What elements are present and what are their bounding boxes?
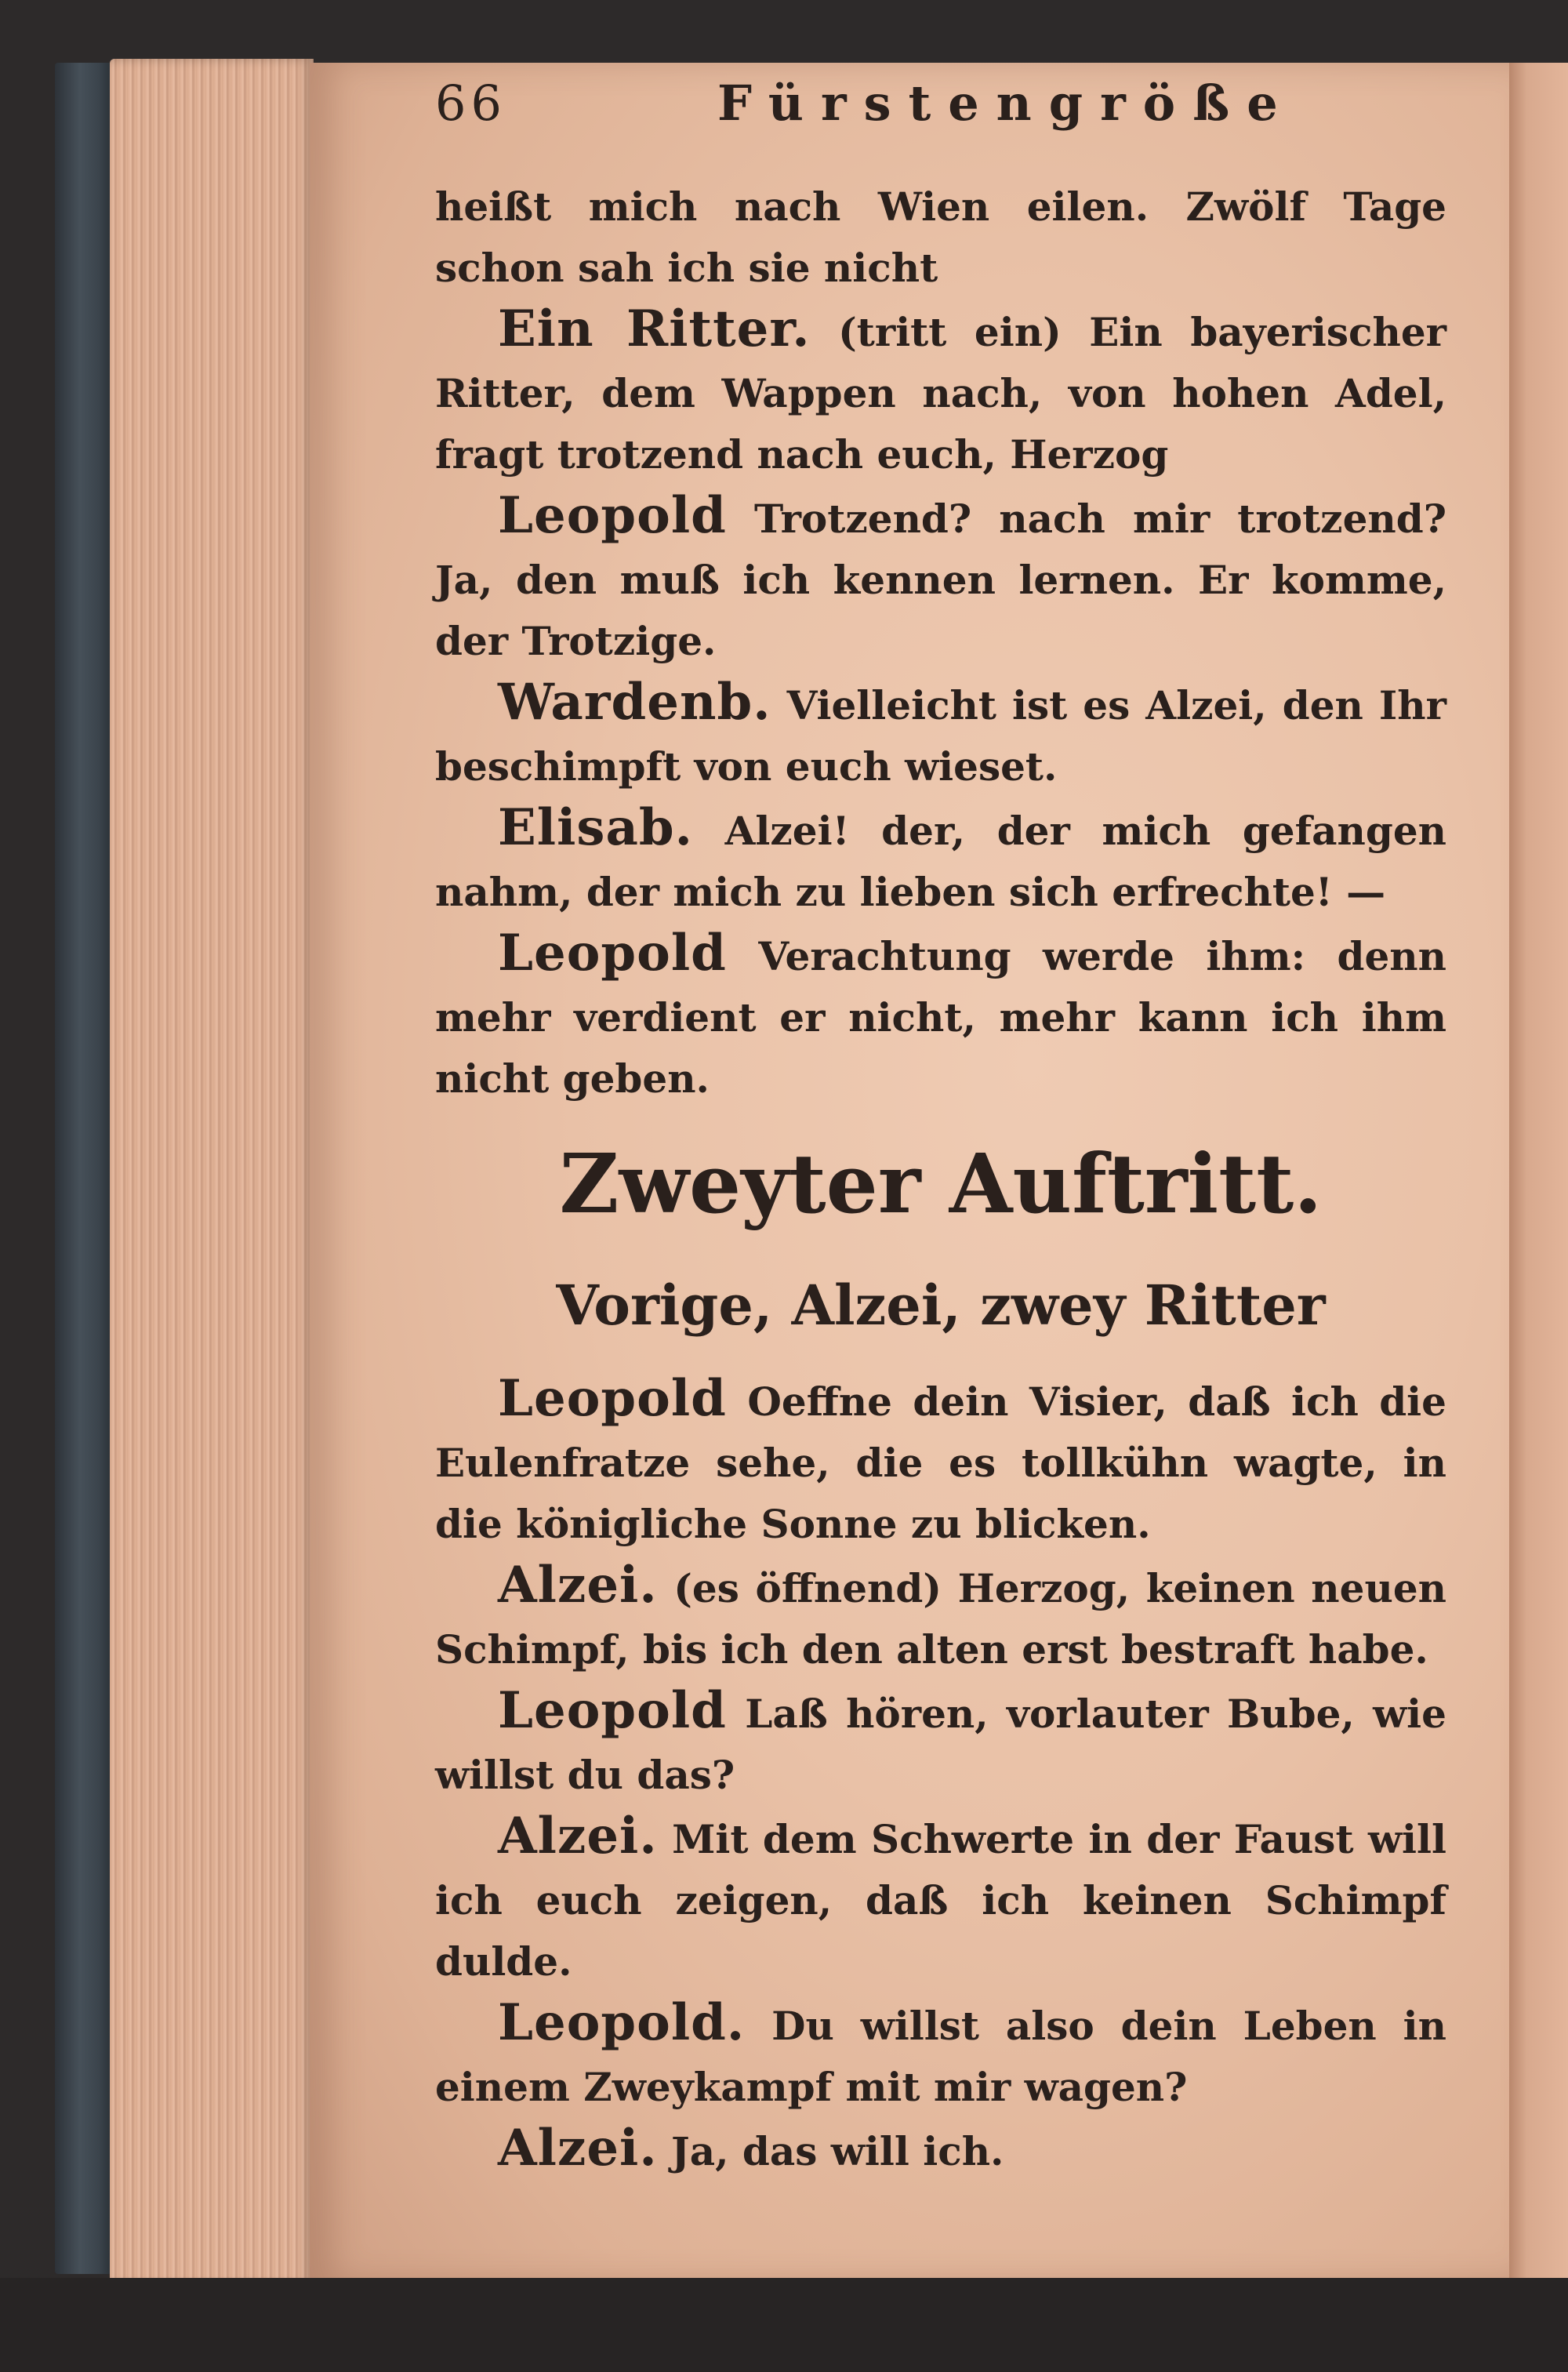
paragraph: Wardenb. Vielleicht ist es Alzei, den Ihr beschimpft von euch wieset. [435,673,1446,790]
speaker-name: Alzei. [498,1807,658,1865]
paragraph: Alzei. (es öffnend) Herzog, keinen neuen Schimpf, bis ich den alten erst bestraft habe. [435,1556,1446,1673]
speaker-name: Alzei. [498,2119,658,2178]
persons-line: Vorige, Alzei, zwey Ritter [556,1273,1326,1338]
facing-page-edge [1509,63,1568,2282]
book-cover-edge [55,63,118,2274]
paragraph: Ein Ritter. (tritt ein) Ein bayerischer Ritter, dem Wappen nach, von hohen Adel, fragt trotzend nach euch, Herzog [435,300,1446,478]
speaker-name: Leopold [498,1681,727,1740]
speaker-name: Leopold [498,486,727,545]
paragraph: Elisab. Alzei! der, der mich gefangen nahm, der mich zu lieben sich erfrechte! — [435,798,1446,915]
paragraph: Alzei. Mit dem Schwerte in der Faust will ich euch zeigen, daß ich keinen Schimpf dulde. [435,1807,1446,1985]
running-title: Fürstengröße [717,74,1295,132]
speaker-name: Wardenb. [498,673,771,732]
scene-heading: Zweyter Auftritt. [559,1135,1323,1232]
page-number: 66 [435,74,506,132]
running-head [435,74,1501,145]
speaker-name: Leopold [498,924,727,983]
page-edges [110,59,314,2286]
paragraph: Leopold Oeffne dein Visier, daß ich die Eulenfratze sehe, die es tollkühn wagte, in die königliche Sonne zu blicken. [435,1369,1446,1547]
paragraph: Leopold Trotzend? nach mir trotzend? Ja, den muß ich kennen lernen. Er komme, der Trotzige. [435,486,1446,664]
background-shadow [0,2278,1568,2372]
paragraph: Leopold Laß hören, vorlauter Bube, wie willst du das? [435,1681,1446,1798]
dialogue-block-1 [435,176,1446,1110]
speaker-name: Leopold [498,1369,727,1428]
speaker-name: Alzei. [498,1556,658,1615]
paragraph: heißt mich nach Wien eilen. Zwölf Tage schon sah ich sie nicht [435,183,1446,291]
paragraph: Leopold Verachtung werde ihm: denn mehr verdient er nicht, mehr kann ich ihm nicht geben. [435,924,1446,1102]
speaker-name: Elisab. [498,798,693,857]
paragraph: Leopold. Du willst also dein Leben in einem Zweykampf mit mir wagen? [435,1993,1446,2110]
speaker-name: Leopold. [498,1993,746,2052]
dialogue-block-2 [435,1368,1446,2182]
paragraph: Alzei. Ja, das will ich. [498,2119,1004,2178]
speaker-name: Ein Ritter. [498,300,811,358]
